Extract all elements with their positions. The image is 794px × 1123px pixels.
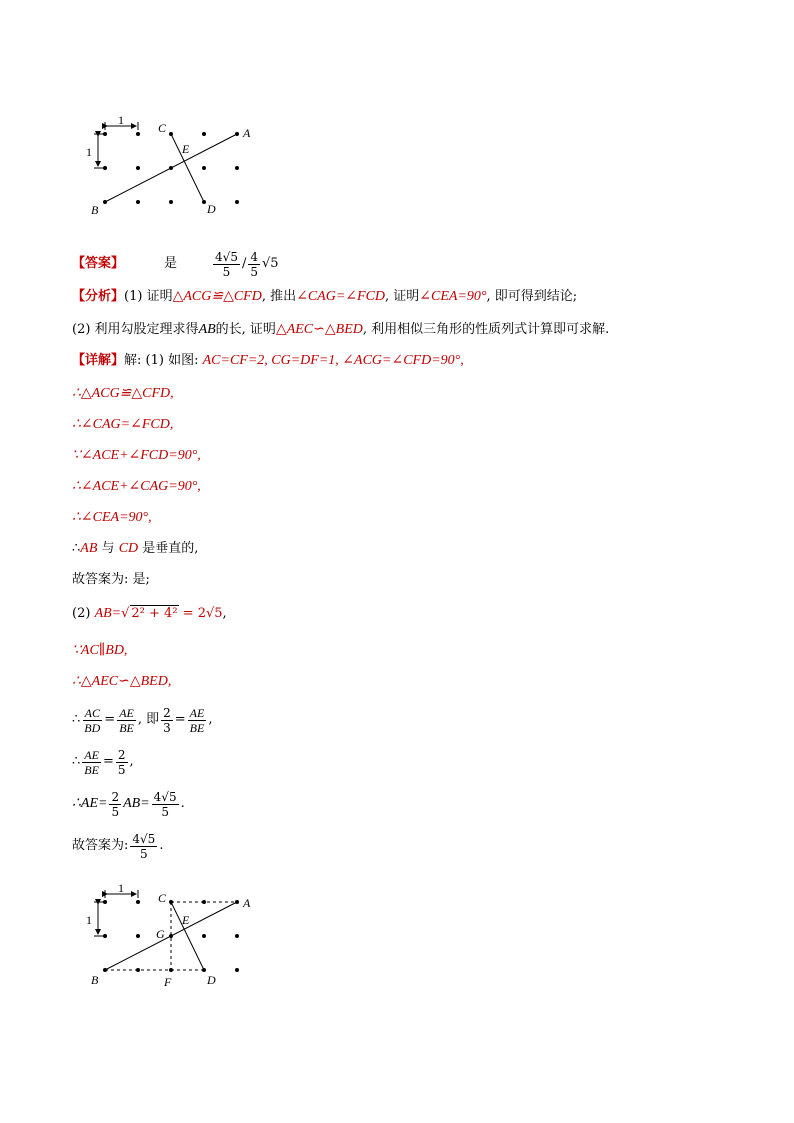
detail-line-8: 故答案为: 是; xyxy=(72,572,150,587)
svg-text:1: 1 xyxy=(86,913,92,927)
svg-text:G: G xyxy=(156,927,165,941)
detail-line-2: ∴△ACG≌△CFD, xyxy=(72,386,174,401)
detail-line-14: ∴AE= $\frac{2}{5}$ AB= $\frac{4√5}{5}$ . xyxy=(72,789,185,819)
frac-2-5: $\frac{2}{5}$ xyxy=(117,747,126,777)
svg-text:A: A xyxy=(243,126,251,140)
frac-ae-be: $\frac{AE}{BE}$ xyxy=(119,705,134,735)
detail-line-15: 故答案为: $\frac{4√5}{5}$ . xyxy=(72,831,164,861)
frac-ac-bd: $\frac{AC}{BD}$ xyxy=(84,705,101,735)
frac-2-3: $\frac{2}{3}$ xyxy=(163,705,171,735)
detail-line-11: ∴△AEC∽△BED, xyxy=(72,674,172,689)
detail-tag: 【详解】 xyxy=(72,353,125,368)
svg-text:E: E xyxy=(182,142,190,156)
detail-line-7: ∴AB 与 CD 是垂直的, xyxy=(72,541,199,556)
answer-alt-frac: $\frac{4}{5}$ xyxy=(250,249,258,279)
detail-line-13: ∴ $\frac{AE}{BE}$ = $\frac{2}{5}$ , xyxy=(72,747,134,777)
analysis-tag: 【分析】 xyxy=(72,289,125,304)
detail-line-10: ∵AC∥BD, xyxy=(72,643,128,658)
svg-text:C: C xyxy=(158,121,167,135)
svg-text:E: E xyxy=(182,913,190,927)
svg-text:A: A xyxy=(243,896,251,910)
detail-line-5: ∴∠ACE+∠CAG=90°, xyxy=(72,479,201,494)
detail-line-12: ∴ $\frac{AC}{BD}$ = $\frac{AE}{BE}$ , 即 $\frac{2}{3}$ = $\frac{AE}{BE}$ , xyxy=(72,705,213,735)
svg-text:D: D xyxy=(207,973,216,987)
frac-4root5-5: $\frac{4√5}{5}$ xyxy=(153,789,177,819)
frac-ae-be-2: $\frac{AE}{BE}$ xyxy=(189,705,205,735)
answer-tag: 【答案】 xyxy=(72,256,125,271)
answer-part1: 是 xyxy=(164,256,178,271)
svg-text:B: B xyxy=(91,203,99,217)
answer-alt-rad: √5 xyxy=(261,256,279,271)
svg-text:1: 1 xyxy=(86,145,92,159)
detail-line-9: (2) AB=√ 2² + 4² = 2√5, xyxy=(72,606,227,621)
frac-ae-be-3: $\frac{AE}{BE}$ xyxy=(84,747,99,777)
answer-sep: / xyxy=(241,256,247,271)
svg-text:C: C xyxy=(158,891,167,905)
svg-text:B: B xyxy=(91,973,99,987)
detail-line-1: 【详解】解: (1) 如图: AC=CF=2, CG=DF=1, ∠ACG=∠CFD=90°, xyxy=(72,353,464,368)
analysis-line-2: (2) 利用勾股定理求得AB的长, 证明△AEC∽△BED, 利用相似三角形的性质列式计算即可求解. xyxy=(72,322,610,337)
grid-figure-1 xyxy=(78,112,268,222)
grid-figure-2 xyxy=(78,880,268,990)
svg-text:1: 1 xyxy=(118,881,124,895)
detail-line-6: ∴∠CEA=90°, xyxy=(72,510,152,525)
svg-text:D: D xyxy=(207,202,216,216)
frac-2-5-b: $\frac{2}{5}$ xyxy=(111,789,120,819)
answer-line xyxy=(72,250,279,278)
detail-line-3: ∴∠CAG=∠FCD, xyxy=(72,417,174,432)
frac-final: $\frac{4√5}{5}$ xyxy=(132,831,156,861)
detail-line-4: ∵∠ACE+∠FCD=90°, xyxy=(72,448,201,463)
answer-frac: $\frac{4√5}{5}$ xyxy=(215,249,238,279)
svg-text:F: F xyxy=(164,975,172,989)
svg-text:1: 1 xyxy=(118,113,124,127)
analysis-line-1: 【分析】(1) 证明△ACG≌△CFD, 推出∠CAG=∠FCD, 证明∠CEA=90°, 即可得到结论; xyxy=(72,289,578,304)
